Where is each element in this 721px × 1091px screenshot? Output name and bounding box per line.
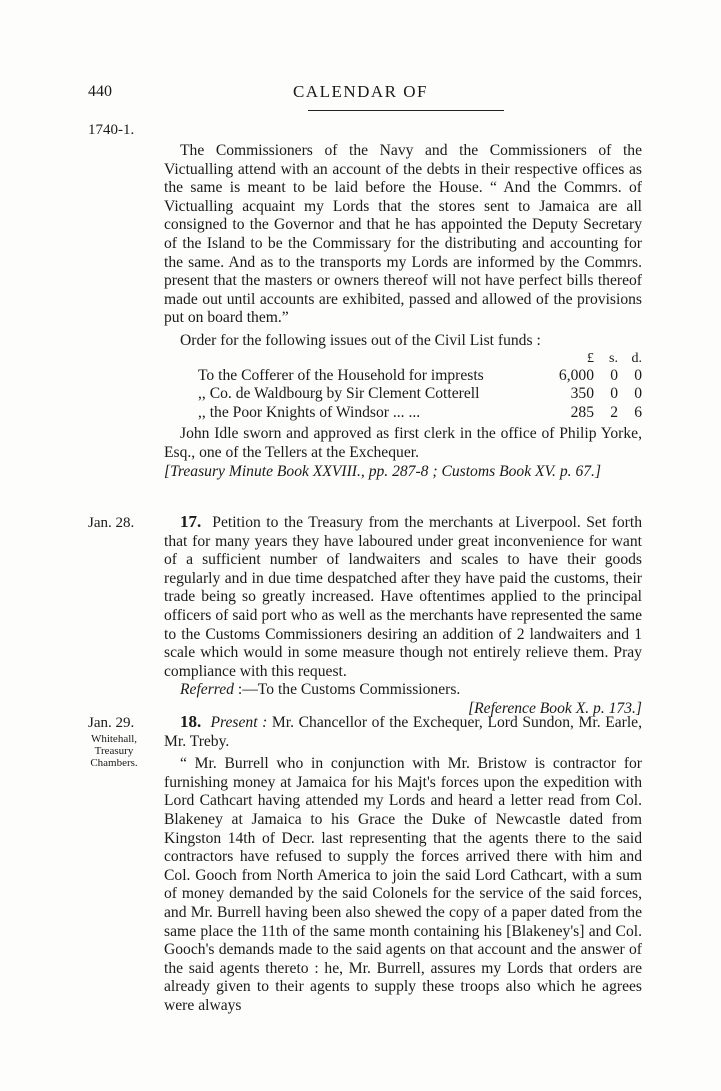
entry-text: Petition to the Treasury from the merchants at Liverpool. Set forth that for many years they have laboured under great inconvenience for want of a sufficient number of landwaiters and scales to have their goods regularly and in due time despatched after they have paid the customs, their trade being so greatly increased. Have oftentimes applied to the principal officers of said port who as well as the merchants have represented the same to the Customs Commissioners desiring an addition of 2 landwaiters and 1 scale which would in some measure though not entirely relieve them. Pray compliance with this request. [164, 514, 643, 680]
issue-payee: ,, Co. de Waldbourg by Sir Clement Cotterell [198, 385, 480, 403]
entry-paragraph: John Idle sworn and approved as first clerk in the office of Philip Yorke, Esq., one of the Tellers at the Exchequer. [164, 425, 642, 461]
issue-pence: 0 [634, 385, 642, 403]
order-intro: Order for the following issues out of the Civil List funds : [180, 331, 541, 349]
margin-place [82, 733, 146, 769]
issue-row [198, 385, 642, 404]
page-number: 440 [88, 83, 112, 100]
present-label: Present : [210, 714, 268, 731]
issue-shillings: 0 [610, 366, 618, 384]
shillings-header: s. [609, 350, 618, 366]
source-reference: [Treasury Minute Book XXVIII., pp. 287-8 ; Customs Book XV. p. 67.] [164, 462, 602, 480]
entry-number: 17. [180, 512, 202, 531]
referred-text: :—To the Customs Commissioners. [233, 681, 461, 699]
present-text: Mr. Chancellor of the Exchequer, Lord Sundon, Mr. Earle, Mr. Treby. [164, 714, 643, 750]
place-line: Whitehall, [90, 733, 138, 745]
entry-18 [164, 713, 642, 1016]
pence-header: d. [631, 350, 642, 366]
issue-pounds: 6,000 [558, 366, 594, 384]
entry-navy-victualling [164, 142, 642, 481]
issue-payee: To the Cofferer of the Household for imprests [198, 366, 484, 384]
issue-pounds: 350 [570, 385, 594, 403]
issue-shillings: 0 [610, 385, 618, 403]
referred-label: Referred [180, 681, 234, 699]
entry-paragraph: The Commissioners of the Navy and the Commissioners of the Victualling attend with an account of the debts in their respective offices as the same is meant to be laid before the House. “ And the Commrs. of Victualling acquaint my Lords that the stores sent to Jamaica are all consigned to the Governor and that he has appointed the Deputy Secretary of the Island to be the Commissary for the distributing and accounting for the same. And as to the transports my Lords are informed by the Commrs. present that the masters or owners thereof will not have perfect bills thereof made out until accounts are exhibited, passed and allowed of the provisions put on board them.” [164, 142, 642, 327]
issue-pounds: 285 [570, 403, 594, 421]
margin-date: Jan. 28. [88, 515, 135, 531]
entry-17 [164, 513, 642, 719]
issue-payee: ,, the Poor Knights of Windsor ... ... [198, 403, 421, 421]
issue-row [198, 367, 642, 386]
source-reference: [Reference Book X. p. 173.] [468, 699, 642, 717]
pounds-header: £ [587, 350, 594, 366]
issues-table [198, 351, 642, 423]
issues-header-row [198, 351, 642, 367]
header-rule [308, 110, 504, 111]
issue-row [198, 404, 642, 423]
place-line: Chambers. [90, 757, 138, 769]
margin-date: Jan. 29. [88, 715, 135, 731]
place-line: Treasury [94, 745, 134, 757]
entry-number: 18. [180, 712, 202, 731]
running-title: CALENDAR OF [292, 82, 429, 101]
issue-pence: 0 [634, 366, 642, 384]
margin-year: 1740-1. [88, 122, 135, 138]
issue-pence: 6 [634, 403, 642, 421]
issue-shillings: 2 [610, 403, 618, 421]
entry-text: “ Mr. Burrell who in conjunction with Mr. Bristow is contractor for furnishing money at Jamaica for his Majt's forces upon the expedition with Lord Cathcart having attended my Lords and heard a letter read from Col. Blakeney at Jamaica to his Grace the Duke of Newcastle dated from Kingston 14th of Decr. last representing that the agents there to the said contractors have refused to supply the forces arrived there with him and Col. Gooch from North America to join the said Lord Cathcart, with a sum of money demanded by the said Colonels for the service of the said forces, and Mr. Burrell having been also shewed the copy of a paper dated from the same place the 11th of the same month containing his [Blakeney's] and Col. Gooch's demands made to the said agents on that account and the answer of the said agents thereto : he, Mr. Burrell, assures my Lords that orders are already given to their agents to supply these troops also which he agrees were always [164, 755, 642, 1014]
